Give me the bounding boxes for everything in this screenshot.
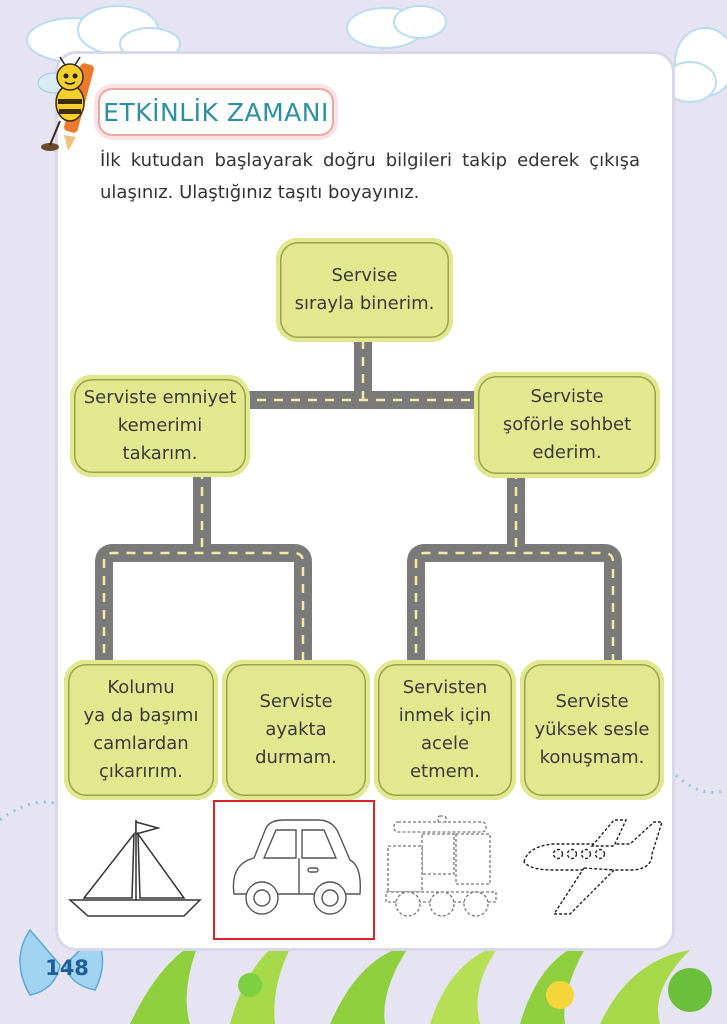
box-exit-2 [222,660,370,800]
box-exit-4-line-2: yüksek sesle [534,719,650,740]
box-exit-4 [520,660,664,800]
box-start [276,238,453,342]
box-exit-3-line-3: acele [420,733,470,754]
box-mid-right [474,372,660,478]
box-exit-1-line-4: çıkarırım. [98,761,184,782]
box-exit-1-line-1: Kolumu [107,677,175,698]
box-exit-4-line-1: Serviste [555,691,629,712]
box-exit-2-line-3: durmam. [255,747,337,768]
box-exit-1-line-3: camlardan [93,733,189,754]
box-exit-1 [64,660,218,800]
box-mid-left [70,375,250,477]
box-mid-left-line-2: kemerimi takarım. [117,415,203,464]
train-icon[interactable] [382,812,506,920]
box-exit-4-line-3: konuşmam. [539,747,645,768]
road-right-branch [416,553,613,670]
box-exit-3-line-2: inmek için [398,705,492,726]
box-mid-right-line-3: ederim. [532,442,602,463]
selected-vehicle-frame [213,800,375,940]
box-exit-3 [374,660,516,800]
box-mid-left-line-1: Serviste emniyet [83,387,237,408]
airplane-icon[interactable] [514,810,664,922]
box-start-line-2: sırayla binerim. [294,293,435,314]
box-exit-1-line-2: ya da başımı [83,705,199,726]
box-mid-right-line-1: Serviste [530,386,604,407]
box-exit-2-line-2: ayakta [265,719,327,740]
road-left-branch [104,553,303,670]
box-mid-right-line-2: şoförle sohbet [502,414,632,435]
instructions-text: İlk kutudan başlayarak doğru bilgileri takip ederek çıkışa ulaşınız. Ulaştığınız taşıtı boyayınız. [100,150,640,203]
box-exit-3-line-4: etmem. [409,761,480,782]
activity-title: ETKİNLİK ZAMANI [98,88,334,136]
page-number: 148 [45,956,89,980]
box-start-line-1: Servise [331,265,398,286]
sailboat-icon[interactable] [66,812,206,924]
box-exit-3-line-1: Servisten [402,677,488,698]
box-exit-2-line-1: Serviste [259,691,333,712]
